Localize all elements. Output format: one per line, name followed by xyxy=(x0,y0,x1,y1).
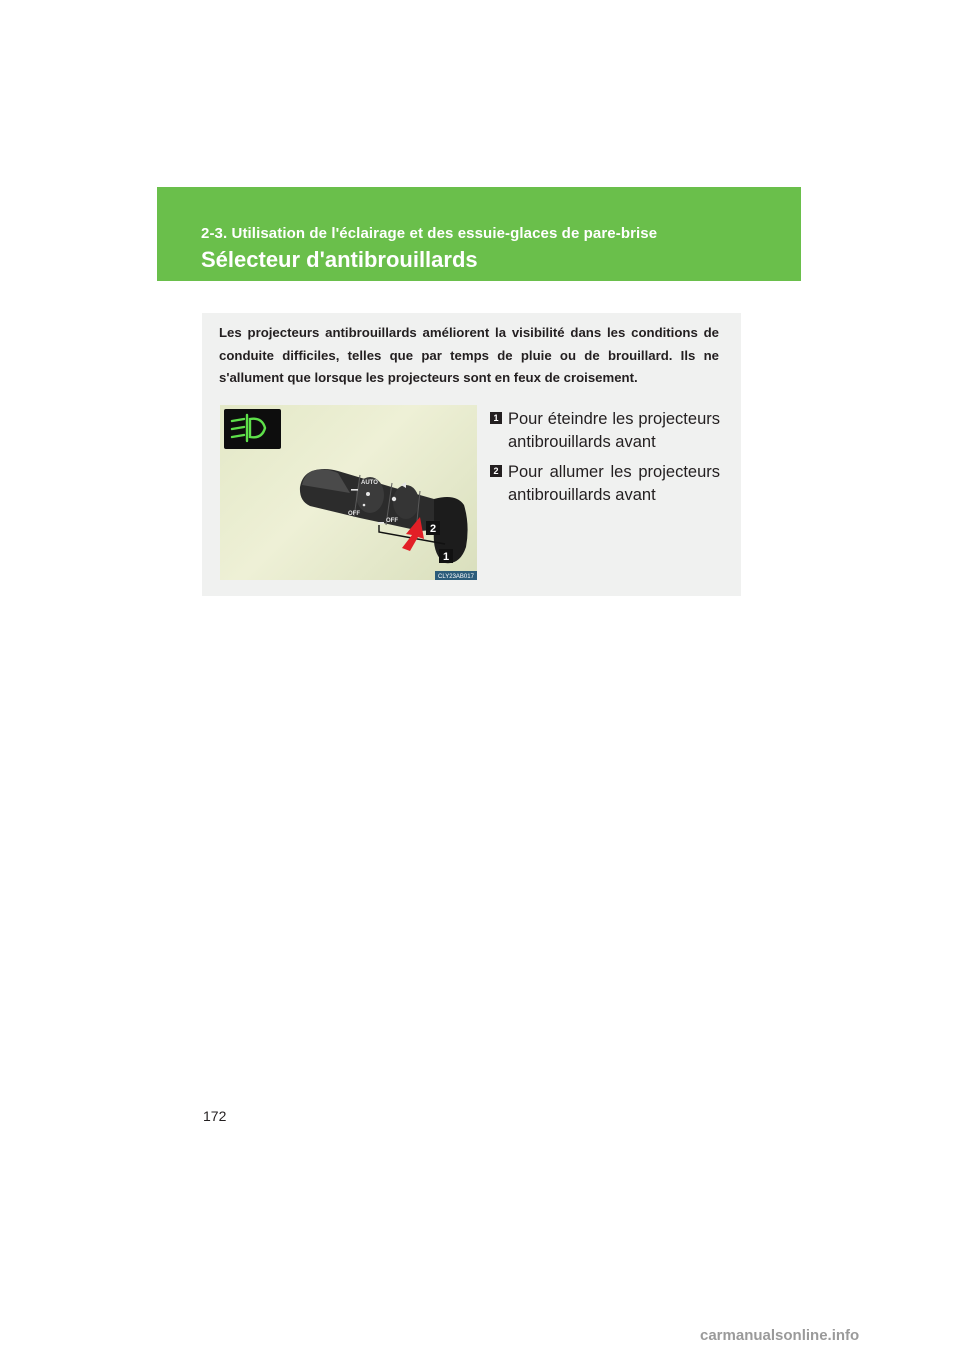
callout-text: Pour éteindre les projecteurs antibrouillards avant xyxy=(508,410,720,451)
content-box xyxy=(202,313,741,596)
lever-diagram xyxy=(220,405,477,580)
fog-light-switch-illustration xyxy=(220,405,477,580)
watermark: carmanualsonline.info xyxy=(700,1327,860,1344)
intro-paragraph: Les projecteurs antibrouillards améliorent la visibilité dans les conditions de conduite difficiles, telles que par temps de pluie ou de brouillard. Ils ne s'allument que lorsque les projecteurs sont en feux de croisement. xyxy=(219,325,719,385)
lever-label-auto: AUTO xyxy=(361,480,378,486)
callout-badge-2 xyxy=(426,521,440,535)
callout-marker: 1 xyxy=(490,412,502,424)
page-number: 172 xyxy=(203,1108,227,1124)
fog-ring-label-off: OFF xyxy=(386,518,398,524)
image-code: CLY23AB017 xyxy=(438,574,474,580)
section-label: 2-3. Utilisation de l'éclairage et des essuie-glaces de pare-brise xyxy=(201,225,658,242)
callout-badge-1 xyxy=(439,549,453,563)
callout-item xyxy=(490,461,720,506)
svg-text:2: 2 xyxy=(429,523,437,535)
callout-marker: 2 xyxy=(490,465,502,477)
svg-text:1: 1 xyxy=(442,551,450,563)
callout-list xyxy=(490,408,720,514)
lever-label-off: OFF xyxy=(348,511,360,517)
callout-text: Pour allumer les projecteurs antibrouillards avant xyxy=(508,463,720,504)
page-title: Sélecteur d'antibrouillards xyxy=(201,247,478,272)
fog-light-indicator-icon xyxy=(224,409,281,449)
callout-item xyxy=(490,408,720,453)
section-header xyxy=(157,187,801,281)
